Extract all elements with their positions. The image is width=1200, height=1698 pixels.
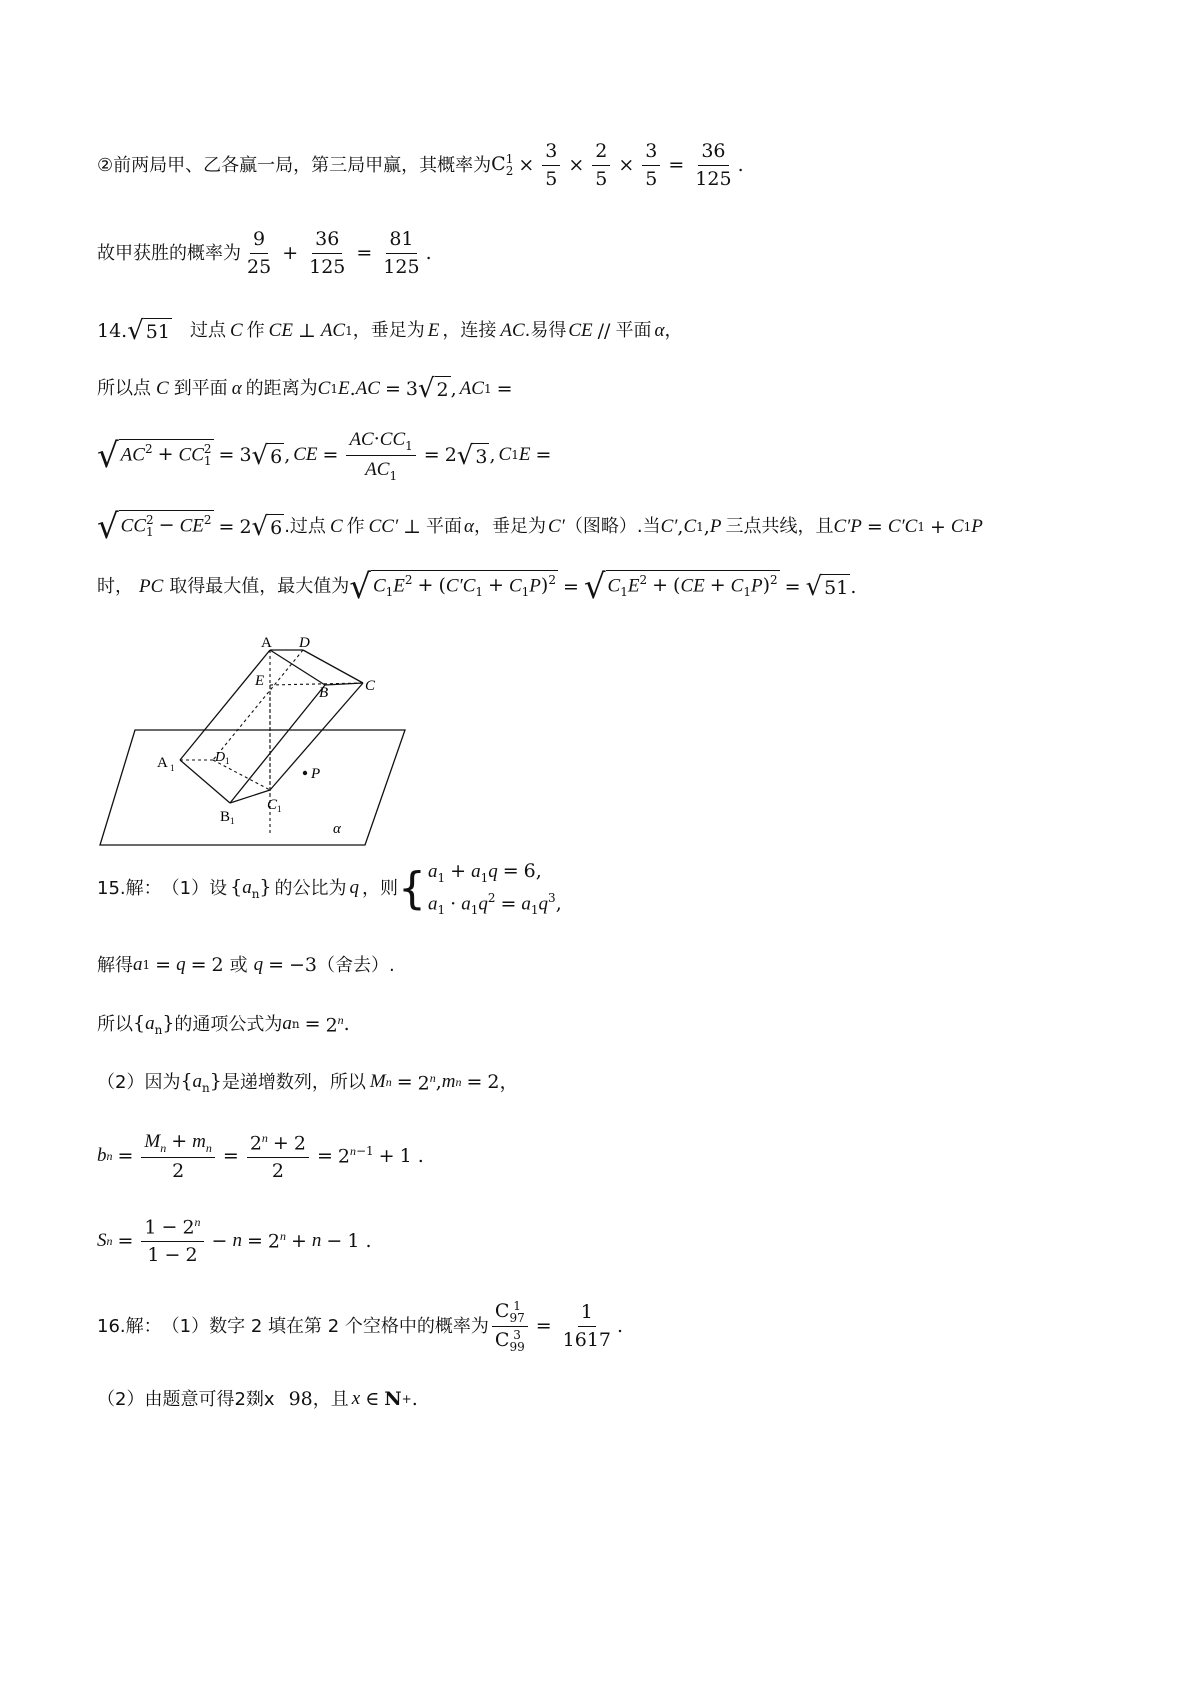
point-p	[303, 771, 307, 775]
q14-line-5: 时， PC 取得最大值，最大值为 √ $C_1E^2 + (C'C_1 + C_1P)^2$ = √ $C_1E^2 + (CE + C_1P)^2$ = √ 51 .	[97, 567, 857, 607]
q14-text-g: ，	[664, 320, 683, 342]
q14-line5-b: 取得最大值，最大值为	[169, 576, 350, 598]
svg-text:1: 1	[170, 763, 175, 773]
q15-formula-b: 的通项公式为	[174, 1013, 283, 1035]
q15-number: 15.解：	[97, 878, 162, 900]
svg-text:1: 1	[230, 816, 235, 826]
q16-part2-b: ，且	[312, 1388, 349, 1410]
q15-line-4: （2）因为 $\{a_n\}$ 是递增数列，所以 M n = 2$^n$ , m n = 2，	[97, 1070, 519, 1095]
q14-text-f: 平面	[615, 320, 652, 342]
q14-line2-c: 的距离为	[245, 378, 318, 400]
q15-part1: （1）设	[161, 878, 228, 900]
probability-line-2: 故甲获胜的概率为 $\frac{9}{25}$ + $\frac{36}{125}$ = $\frac{81}{125}$ .	[97, 228, 432, 278]
svg-text:1: 1	[277, 804, 282, 814]
q14-text-e: .易得	[524, 320, 567, 342]
q14-answer: 51	[144, 318, 172, 344]
q15-formula-a: 所以	[97, 1013, 133, 1035]
line2-text: 故甲获胜的概率为	[97, 242, 241, 264]
q15-line-6: S n = $\frac{1 - 2^n}{1 - 2}$ − n = 2$^n$ + n − 1 .	[97, 1215, 372, 1267]
q15-line-1: 15.解： （1）设 $\{a_n\}$ 的公比为 q ，则 { $a_1 + a_1q = 6$, $a_1 \cdot a_1q^2 = a_1q^3$,	[97, 860, 562, 918]
q16-number: 16.解：	[97, 1315, 162, 1337]
svg-text:α: α	[333, 821, 341, 837]
svg-text:A: A	[157, 755, 168, 771]
q15-part2-b: 是递增数列，所以	[221, 1071, 366, 1093]
q14-text-b: 作	[246, 320, 265, 342]
probability-line-1: ②前两局甲、乙各赢一局，第三局甲赢，其概率为 C 1 2 × $\frac{3}{5}$ × $\frac{2}{5}$ × $\frac{3}{5}$ = $\frac{36}{125}$ .	[97, 140, 744, 190]
q14-line-3: √ $AC^2$ + CC 2 1 = 3 √ 6 , CE = $\frac{AC\cdot CC_1}{AC_1}$ = 2 √ 3 , C 1 E =	[97, 428, 552, 483]
q14-text-a: 过点	[189, 320, 226, 342]
q15-solve-c: （舍去）.	[317, 954, 395, 976]
q14-line4-c: 平面	[426, 516, 463, 538]
plane-alpha	[100, 730, 405, 845]
q15-line-2: 解得 a 1 = q = 2 或 q = −3 （舍去）.	[97, 954, 395, 976]
q14-number: 14.	[97, 319, 128, 342]
line1-text: ②前两局甲、乙各赢一局，第三局甲赢，其概率为	[97, 154, 492, 176]
q14-line2-b: 到平面	[173, 378, 228, 400]
q16-part2-garbled: 2剟x	[234, 1388, 275, 1410]
svg-text:C: C	[267, 797, 278, 813]
q14-line4-b: 作	[346, 516, 365, 538]
q15-solve-b: 或	[229, 954, 248, 976]
svg-text:D: D	[215, 750, 226, 765]
q14-line4-f: 三点共线，且	[725, 516, 834, 538]
svg-text:B: B	[220, 809, 231, 825]
q14-line-1: 14. √ 51 过点 C 作 CE ⊥ AC 1 ，垂足为 E ，连接 AC .易得 CE // 平面 α ，	[97, 316, 683, 346]
q16-part2-num: 98	[288, 1388, 313, 1410]
q15-part2: （2）因为	[97, 1071, 181, 1093]
q14-line2-a: 所以点	[97, 378, 151, 400]
q15-solve-a: 解得	[97, 954, 133, 976]
q14-line4-e: （图略）.当	[564, 516, 661, 538]
q15-then: ，则	[362, 878, 399, 900]
svg-text:1: 1	[225, 756, 230, 766]
svg-text:E: E	[255, 673, 265, 689]
q15-ratio: 的公比为	[274, 878, 347, 900]
svg-text:A: A	[261, 635, 272, 651]
q16-line-1: 16.解： （1）数字 2 填在第 2 个空格中的概率为 C 1 97 C 3 99 = $\frac{1}{1617}$ .	[97, 1299, 624, 1354]
q14-line5-a: 时，	[97, 576, 133, 598]
svg-text:C: C	[365, 678, 376, 694]
q14-text-d: ，连接	[442, 320, 497, 342]
q14-line4-d: ，垂足为	[474, 516, 546, 538]
q16-part1: （1）数字 2 填在第 2 个空格中的概率为	[161, 1315, 489, 1337]
svg-text:D: D	[299, 635, 310, 651]
q14-line-4: √ CC 2 1 − $CE^2$ = 2 √ 6 .过点 C 作 CC′ ⊥ 平面 α ，垂足为 C′ （图略）.当 C′ , C 1 , P 三点共线，且 C′P = C′C 1 + C 1 P	[97, 507, 983, 547]
q15-line-5: b n = $\frac{M_n + m_n}{2}$ = $\frac{2^n + 2}{2}$ = $2^{n-1}$ + 1 .	[97, 1130, 424, 1183]
svg-text:B: B	[319, 685, 329, 701]
q14-line-2: 所以点 C 到平面 α 的距离为 C 1 E . AC = 3 √ 2 , AC 1 =	[97, 374, 513, 404]
q14-text-c: ，垂足为	[352, 320, 425, 342]
q14-line4-a: .过点	[284, 516, 326, 538]
q16-line-2: （2）由题意可得 2剟x 98 ，且 x ∈ N + .	[97, 1388, 418, 1410]
q16-part2: （2）由题意可得	[97, 1388, 235, 1410]
svg-text:P: P	[311, 766, 321, 782]
q15-line-3: 所以 $\{a_n\}$ 的通项公式为 a n = 2$^n$ .	[97, 1012, 350, 1037]
